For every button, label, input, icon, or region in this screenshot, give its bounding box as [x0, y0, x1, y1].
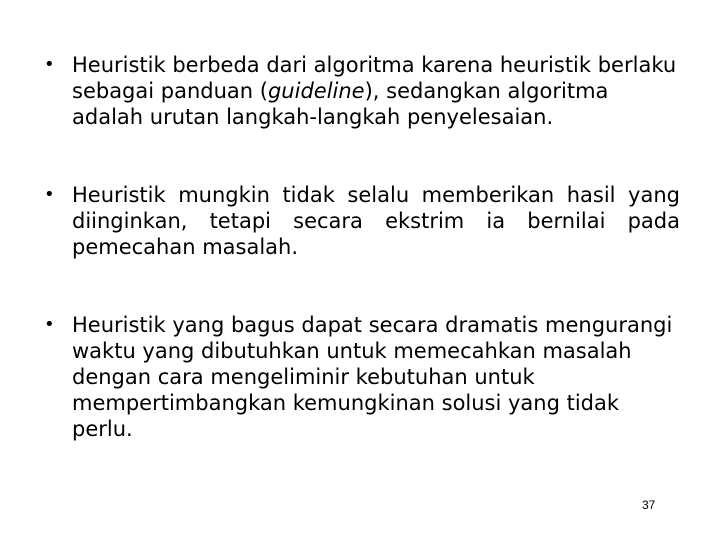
- bullet-item-3: [40, 312, 680, 442]
- bullet-1-text-end: ), sedangkan algoritma adalah urutan langkah-langkah penyelesaian.: [72, 79, 609, 129]
- bullet-dot-icon: •: [44, 184, 55, 205]
- bullet-3-text: Heuristik yang bagus dapat secara dramatis mengurangi waktu yang dibutuhkan untuk memecahkan masalah dengan cara mengeliminir kebutuhan untuk mempertimbangkan kemungkinan solusi yang tidak perlu.: [72, 313, 673, 441]
- bullet-list: [40, 52, 680, 494]
- bullet-dot-icon: •: [44, 314, 55, 335]
- bullet-1-text-start: Heuristik berbeda dari algoritma karena heuristik berlaku sebagai panduan (: [72, 53, 677, 103]
- bullet-1-italic-term: guideline: [267, 79, 365, 103]
- bullet-2-text: Heuristik mungkin tidak selalu memberikan hasil yang diinginkan, tetapi secara ekstrim ia bernilai pada pemecahan masalah.: [72, 183, 680, 259]
- bullet-dot-icon: •: [44, 54, 55, 75]
- bullet-item-1: [40, 52, 680, 130]
- page-number: 37: [642, 498, 656, 512]
- bullet-item-2: [40, 182, 680, 260]
